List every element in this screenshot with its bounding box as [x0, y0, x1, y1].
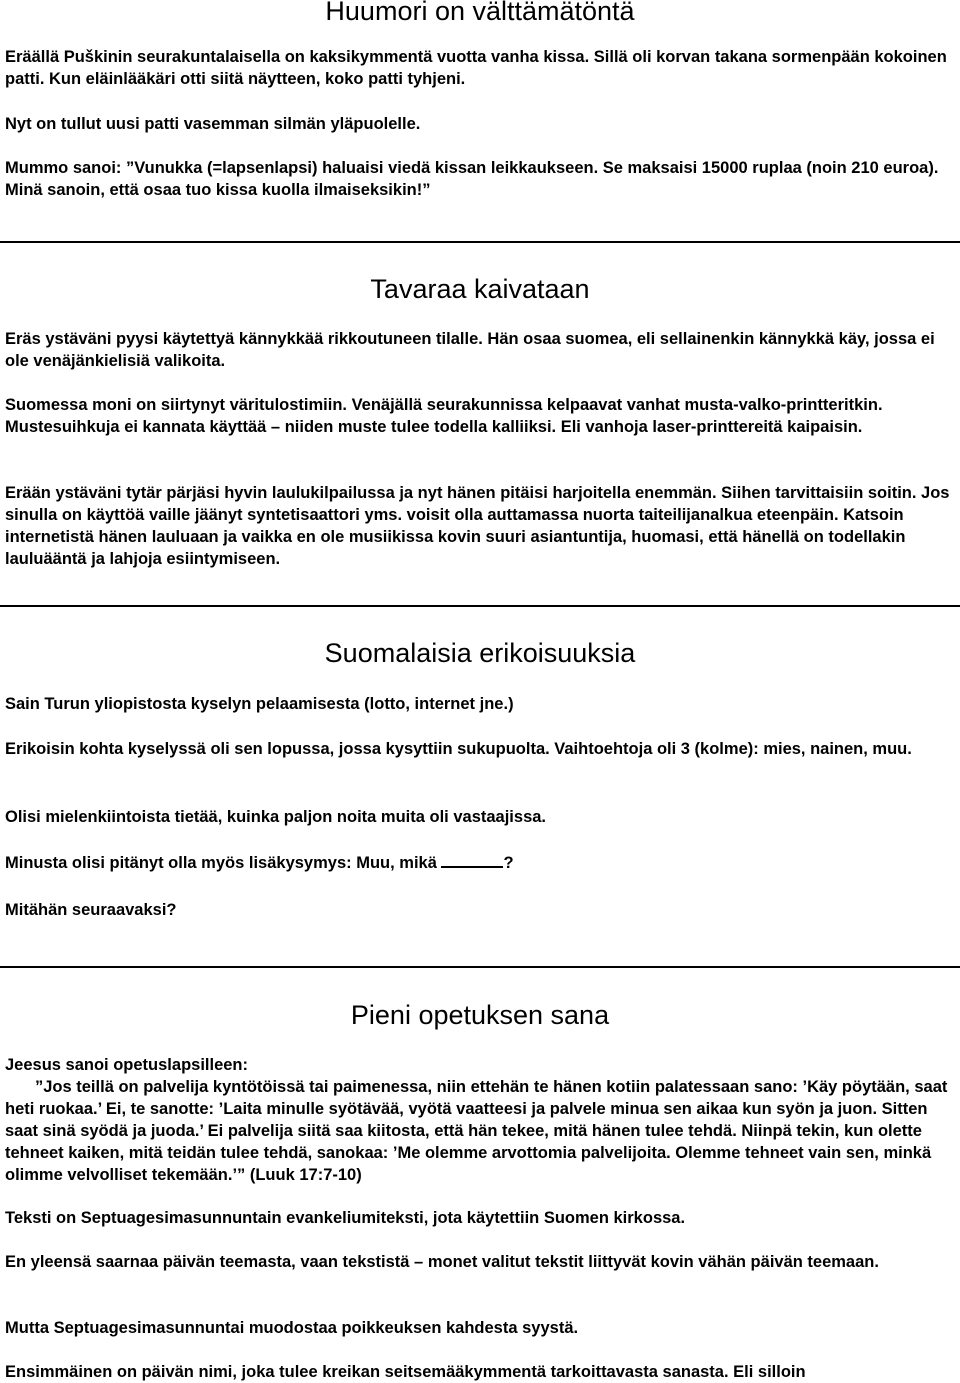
section-divider [0, 241, 960, 243]
quote-text: ”Jos teillä on palvelija kyntötöissä tai paimenessa, niin ettehän te hänen kotiin palatessaan sano: ’Käy pöytään, saat heti ruokaa.’ Ei, te sanotte: ’Laita minulle syötävää, vyötä vaatteesi ja palvele minua sen aikaa kun syön ja juon. Sitten saat sinä syödä ja juoda.’ Ei palvelija siitä saa kiitosta, että hän tekee, mitä hänen tulee tehdä. Niinpä tekin, kun olette tehneet kaiken, mitä teidän tulee tehdä, sanokaa: ’Me olemme arvottomia palvelijoita. Olemme tehneet vain sen, minkä olimme velvolliset tekemään.’” (Luuk 17:7-10) [5, 1078, 948, 1184]
paragraph: Erään ystäväni tytär pärjäsi hyvin laulukilpailussa ja nyt hänen pitäisi harjoitella enemmän. Siihen tarvittaisiin soitin. Jos sinulla on käyttöä vaille jäänyt syntetisaattori yms. voisit olla auttamassa nuorta taiteilijanalkua eteenpäin. Katsoin internetistä hänen lauluaan ja vaikka en ole musiikissa kovin suuri asiantuntija, huomasi, että hänellä on todellakin lauluääntä ja lahjoja esiintymiseen. [5, 484, 950, 568]
paragraph: Eräällä Puškinin seurakuntalaisella on kaksikymmentä vuotta vanha kissa. Sillä oli korvan takana sormenpään kokoinen patti. Kun eläinlääkäri otti siitä näytteen, koko patti tyhjeni. [5, 48, 947, 88]
paragraph: Mitähän seuraavaksi? [5, 901, 177, 919]
question-text: Minusta olisi pitänyt olla myös lisäkysymys: Muu, mikä [5, 854, 437, 872]
paragraph: Teksti on Septuagesimasunnuntain evankeliumiteksti, jota käytettiin Suomen kirkossa. [5, 1209, 686, 1227]
bible-quote [5, 1076, 950, 1186]
paragraph: Eräs ystäväni pyysi käytettyä kännykkää rikkoutuneen tilalle. Hän osaa suomea, eli sellainenkin kännykkä käy, jossa ei ole venäjänkielisiä valikoita. [5, 330, 935, 370]
section-title-wanted: Tavaraa kaivataan [370, 274, 590, 304]
section-title-finnish-specialties: Suomalaisia erikoisuuksia [324, 638, 636, 668]
section-divider [0, 966, 960, 968]
question-line [5, 852, 950, 874]
answer-blank [441, 852, 503, 868]
section-title-humor: Huumori on välttämätöntä [325, 0, 635, 26]
section-divider [0, 605, 960, 607]
paragraph: Erikoisin kohta kyselyssä oli sen lopussa, jossa kysyttiin sukupuolta. Vaihtoehtoja oli 3 (kolme): mies, nainen, muu. [5, 740, 912, 758]
paragraph: Nyt on tullut uusi patti vasemman silmän yläpuolelle. [5, 115, 421, 133]
paragraph: En yleensä saarnaa päivän teemasta, vaan tekstistä – monet valitut tekstit liittyvät kovin vähän päivän teemaan. [5, 1253, 879, 1271]
paragraph: Jeesus sanoi opetuslapsilleen: [5, 1056, 249, 1074]
paragraph: Sain Turun yliopistosta kyselyn pelaamisesta (lotto, internet jne.) [5, 695, 514, 713]
paragraph: Olisi mielenkiintoista tietää, kuinka paljon noita muita oli vastaajissa. [5, 808, 547, 826]
paragraph: Mutta Septuagesimasunnuntai muodostaa poikkeuksen kahdesta syystä. [5, 1319, 579, 1337]
section-title-teaching: Pieni opetuksen sana [350, 1000, 610, 1030]
paragraph: Mummo sanoi: ”Vunukka (=lapsenlapsi) haluaisi viedä kissan leikkaukseen. Se maksaisi 15000 ruplaa (noin 210 euroa). Minä sanoin, että osaa tuo kissa kuolla ilmaiseksikin!” [5, 159, 939, 199]
paragraph: Suomessa moni on siirtynyt väritulostimiin. Venäjällä seurakunnissa kelpaavat vanhat musta-valko-printteritkin. Mustesuihkuja ei kannata käyttää – niiden muste tulee todella kalliiksi. Eli vanhoja laser-printtereitä kaipaisin. [5, 396, 883, 436]
question-mark: ? [503, 854, 514, 872]
paragraph: Ensimmäinen on päivän nimi, joka tulee kreikan seitsemääkymmentä tarkoittavasta sanasta. Eli silloin [5, 1363, 806, 1381]
